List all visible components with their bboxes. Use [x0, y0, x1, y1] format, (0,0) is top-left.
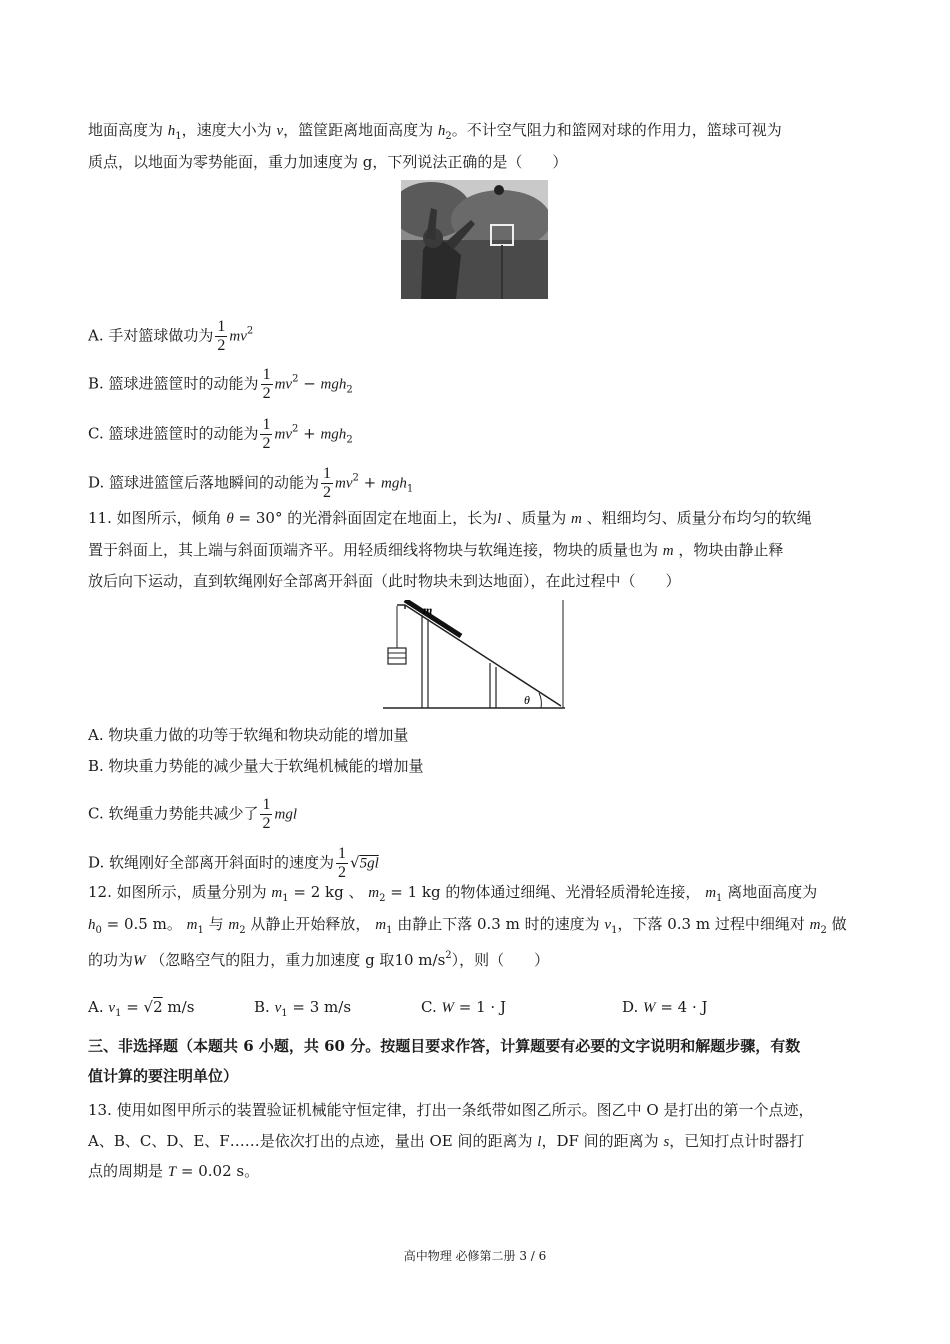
- diagram-m-label: m: [423, 603, 433, 617]
- q11-line1: 11. 如图所示，倾角 θ = 30° 的光滑斜面固定在地面上，长为l 、质量为 m 、粗细均匀、质量分布均匀的软绳: [88, 509, 812, 527]
- q12-option-a: A. $v_1 = √2$ m/s: [88, 998, 195, 1019]
- incline-diagram: [383, 600, 565, 712]
- q11-option-d: D. 软绳刚好全部离开斜面时的速度为 $\frac{1}{2}$ √5gl: [88, 845, 379, 881]
- q13-line1: 13. 使用如图甲所示的装置验证机械能守恒定律，打出一条纸带如图乙所示。图乙中 O 是打出的第一个点迹，: [88, 1101, 814, 1119]
- q10-intro-line1: 地面高度为 $h_1$，速度大小为 v，篮筐距离地面高度为 $h_2$。不计空气阻力和篮网对球的作用力，篮球可视为: [88, 121, 782, 142]
- q11-line3: 放后向下运动，直到软绳刚好全部离开斜面（此时物块未到达地面），在此过程中（ ）: [88, 572, 681, 590]
- q13-line2: A、B、C、D、E、F……是依次打出的点迹，量出 OE 间的距离为 l，DF 间的距离为 s，已知打点计时器打: [88, 1132, 805, 1150]
- q11-option-c: C. 软绳重力势能共减少了 $\frac{1}{2}$ mgl: [88, 796, 297, 832]
- diagram-theta-label: θ: [524, 693, 530, 707]
- q10-intro-line2: 质点，以地面为零势能面，重力加速度为 g，下列说法正确的是（ ）: [88, 153, 568, 171]
- section3-heading-line1: 三、非选择题（本题共 6 小题，共 60 分。按题目要求作答，计算题要有必要的文字说明和解题步骤，有数: [88, 1037, 801, 1055]
- q12-line2: $h_0 = 0.5$ m。 $m_1$ 与 $m_2$ 从静止开始释放， $m_1$ 由静止下落 0.3 m 时的速度为 $v_1$，下落 0.3 m 过程中细绳对 $m_2$ 做: [88, 915, 847, 936]
- page-footer: 高中物理 必修第二册 3 / 6: [403, 1249, 547, 1263]
- q11-line2: 置于斜面上，其上端与斜面顶端齐平。用轻质细线将物块与软绳连接，物块的质量也为 m ，物块由静止释: [88, 541, 784, 559]
- q10-option-a: A. 手对篮球做功为 $\frac{1}{2}$ $mv^2$: [88, 318, 254, 354]
- q10-option-d: D. 篮球进篮筐后落地瞬间的动能为 $\frac{1}{2}$ $mv^2 + mgh_1$: [88, 465, 414, 501]
- q11-option-a: A. 物块重力做的功等于软绳和物块动能的增加量: [88, 726, 409, 744]
- q13-line3: 点的周期是 T = 0.02 s。: [88, 1162, 260, 1180]
- q10-option-b: B. 篮球进篮筐时的动能为 $\frac{1}{2}$ $mv^2 - mgh_2$: [88, 366, 353, 402]
- q12-option-d: D. W = 4 · J: [622, 998, 708, 1016]
- q12-option-c: C. W = 1 · J: [421, 998, 506, 1016]
- section3-heading-line2: 值计算的要注明单位）: [88, 1067, 239, 1085]
- q12-option-b: B. $v_1 = 3$ m/s: [254, 998, 352, 1019]
- q12-line3: 的功为W （忽略空气的阻力，重力加速度 g 取10 $m/s^2$），则（ ）: [88, 950, 550, 969]
- q12-line1: 12. 如图所示，质量分别为 $m_1 = 2$ kg 、 $m_2 = 1$ kg 的物体通过细绳、光滑轻质滑轮连接， $m_1$ 离地面高度为: [88, 883, 818, 904]
- q11-option-b: B. 物块重力势能的减少量大于软绳机械能的增加量: [88, 757, 424, 775]
- q10-option-c: C. 篮球进篮筐时的动能为 $\frac{1}{2}$ $mv^2 + mgh_2$: [88, 416, 353, 452]
- basketball-photo: [401, 180, 548, 299]
